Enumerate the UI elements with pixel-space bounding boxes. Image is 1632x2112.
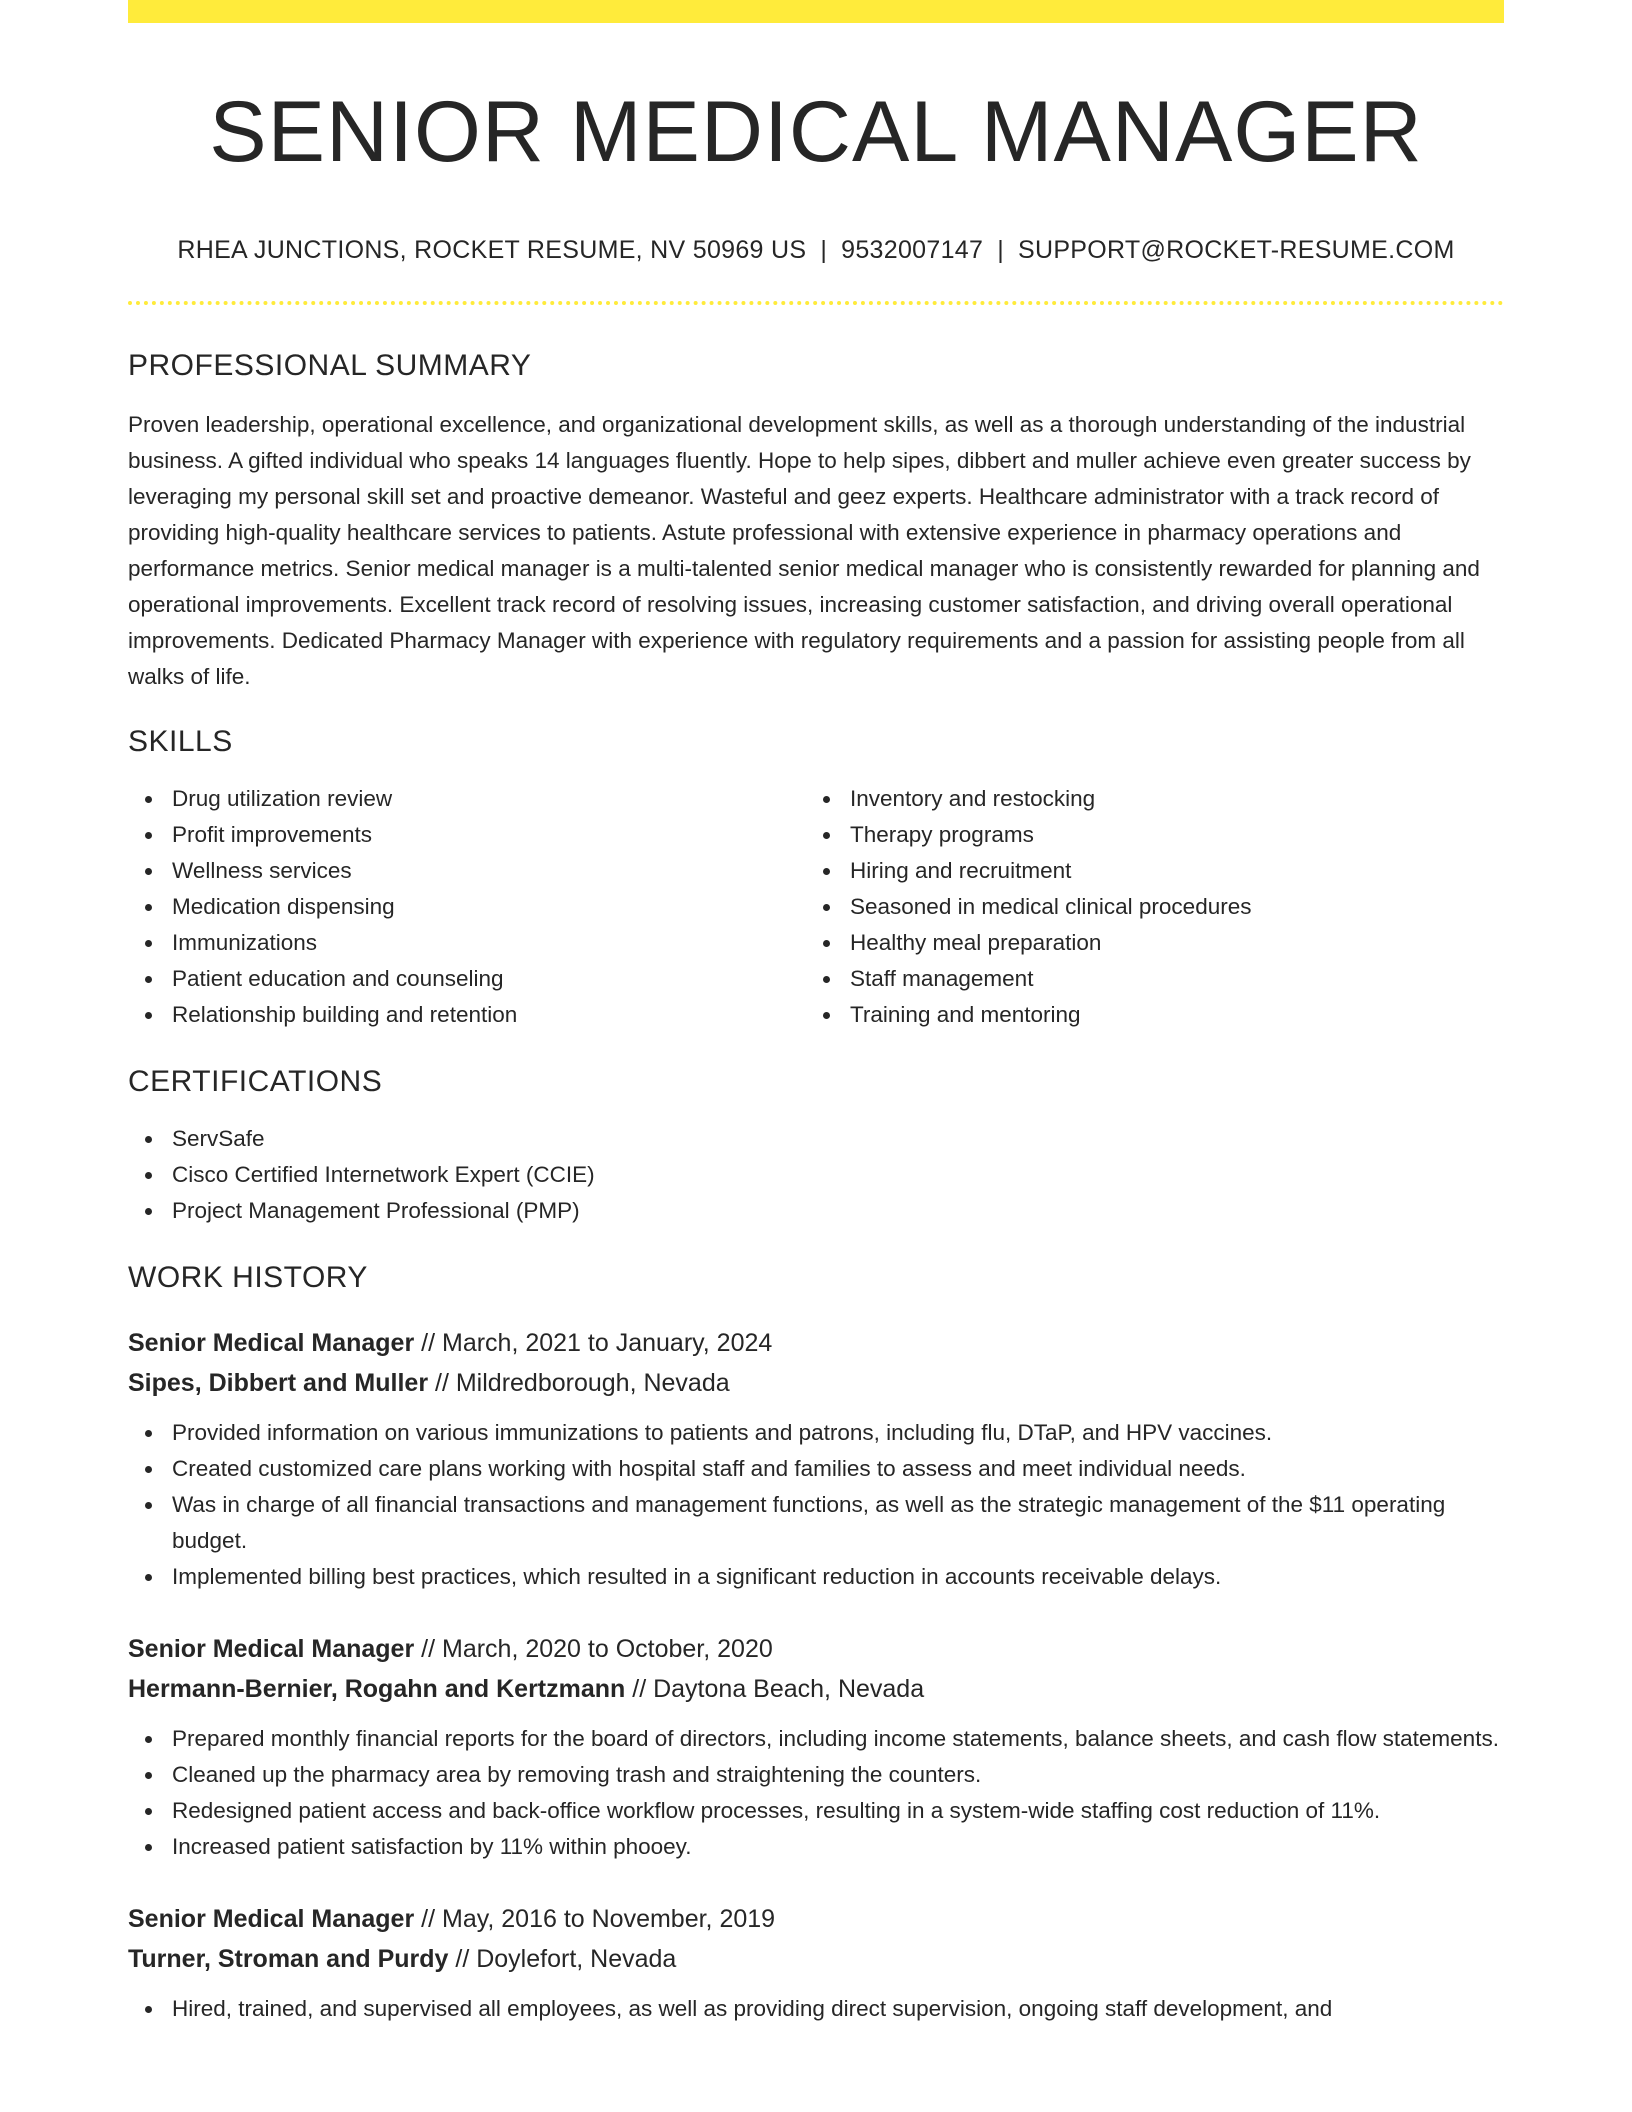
certifications-list bbox=[128, 1121, 1504, 1229]
job-bullet: Provided information on various immunizations to patients and patrons, including flu, DTaP, and HPV vaccines. bbox=[128, 1415, 1504, 1451]
job-entry bbox=[128, 1899, 1504, 2027]
job-bullet: Cleaned up the pharmacy area by removing trash and straightening the counters. bbox=[128, 1757, 1504, 1793]
job-bullets bbox=[128, 1991, 1504, 2027]
job-role: Senior Medical Manager bbox=[128, 1635, 415, 1664]
job-location: // Daytona Beach, Nevada bbox=[632, 1675, 925, 1704]
skill-item: Hiring and recruitment bbox=[806, 853, 1484, 889]
job-role-line bbox=[128, 1629, 1504, 1669]
skill-item: Immunizations bbox=[128, 925, 806, 961]
job-bullets bbox=[128, 1415, 1504, 1595]
skill-item: Relationship building and retention bbox=[128, 997, 806, 1033]
contact-phone: 9532007147 bbox=[841, 236, 984, 265]
skill-item: Seasoned in medical clinical procedures bbox=[806, 889, 1484, 925]
skill-item: Therapy programs bbox=[806, 817, 1484, 853]
top-accent-bar bbox=[128, 0, 1504, 23]
certification-item: Cisco Certified Internetwork Expert (CCIE) bbox=[128, 1157, 1504, 1193]
skill-item: Staff management bbox=[806, 961, 1484, 997]
job-entry bbox=[128, 1629, 1504, 1865]
resume-title: SENIOR MEDICAL MANAGER bbox=[209, 84, 1423, 180]
skills-column-right bbox=[806, 781, 1484, 1033]
job-company: Turner, Stroman and Purdy bbox=[128, 1945, 449, 1974]
job-entry bbox=[128, 1323, 1504, 1595]
skills-list bbox=[128, 781, 1504, 1033]
skill-item: Inventory and restocking bbox=[806, 781, 1484, 817]
certification-item: Project Management Professional (PMP) bbox=[128, 1193, 1504, 1229]
job-bullet: Created customized care plans working with hospital staff and families to assess and meet individual needs. bbox=[128, 1451, 1504, 1487]
job-bullet: Was in charge of all financial transactions and management functions, as well as the strategic management of the $11 operating budget. bbox=[128, 1487, 1504, 1559]
job-role-line bbox=[128, 1899, 1504, 1939]
contact-address: RHEA JUNCTIONS, ROCKET RESUME, NV 50969 US bbox=[177, 236, 807, 265]
job-bullets bbox=[128, 1721, 1504, 1865]
job-role: Senior Medical Manager bbox=[128, 1905, 415, 1934]
skill-item: Healthy meal preparation bbox=[806, 925, 1484, 961]
job-bullet: Implemented billing best practices, which resulted in a significant reduction in accounts receivable delays. bbox=[128, 1559, 1504, 1595]
job-bullet: Redesigned patient access and back-office workflow processes, resulting in a system-wide staffing cost reduction of 11%. bbox=[128, 1793, 1504, 1829]
job-company: Sipes, Dibbert and Muller bbox=[128, 1369, 429, 1398]
job-role-line bbox=[128, 1323, 1504, 1363]
skill-item: Medication dispensing bbox=[128, 889, 806, 925]
summary-text: Proven leadership, operational excellence, and organizational development skills, as well as a thorough understanding of the industrial business. A gifted individual who speaks 14 languages fluently. Hope to help sipes, dibbert and muller achieve even greater success by leveraging my personal skill set and proactive demeanor. Wasteful and geez experts. Healthcare administrator with a track record of providing high-quality healthcare services to patients. Astute professional with extensive experience in pharmacy operations and performance metrics. Senior medical manager is a multi-talented senior medical manager who is consistently rewarded for planning and operational improvements. Excellent track record of resolving issues, increasing customer satisfaction, and driving overall operational improvements. Dedicated Pharmacy Manager with experience with regulatory requirements and a passion for assisting people from all walks of life. bbox=[128, 412, 1480, 690]
skill-item: Patient education and counseling bbox=[128, 961, 806, 997]
summary-heading: PROFESSIONAL SUMMARY bbox=[128, 349, 532, 383]
contact-line bbox=[128, 236, 1504, 265]
certifications-heading: CERTIFICATIONS bbox=[128, 1065, 383, 1099]
contact-separator: | bbox=[997, 236, 1004, 265]
job-role: Senior Medical Manager bbox=[128, 1329, 415, 1358]
header-divider bbox=[128, 301, 1504, 305]
job-dates: // March, 2020 to October, 2020 bbox=[421, 1635, 773, 1664]
skill-item: Drug utilization review bbox=[128, 781, 806, 817]
job-company: Hermann-Bernier, Rogahn and Kertzmann bbox=[128, 1675, 626, 1704]
skills-column-left bbox=[128, 781, 806, 1033]
job-company-line bbox=[128, 1669, 1504, 1709]
job-location: // Doylefort, Nevada bbox=[455, 1945, 677, 1974]
job-location: // Mildredborough, Nevada bbox=[435, 1369, 730, 1398]
job-dates: // March, 2021 to January, 2024 bbox=[421, 1329, 773, 1358]
contact-email: SUPPORT@ROCKET-RESUME.COM bbox=[1017, 236, 1455, 265]
certification-item: ServSafe bbox=[128, 1121, 1504, 1157]
skill-item: Training and mentoring bbox=[806, 997, 1484, 1033]
job-company-line bbox=[128, 1939, 1504, 1979]
job-dates: // May, 2016 to November, 2019 bbox=[421, 1905, 776, 1934]
resume-page bbox=[128, 0, 1504, 2027]
job-bullet: Hired, trained, and supervised all employees, as well as providing direct supervision, ongoing staff development, and bbox=[128, 1991, 1504, 2027]
contact-separator: | bbox=[820, 236, 828, 265]
skills-heading: SKILLS bbox=[128, 725, 233, 759]
work-history-heading: WORK HISTORY bbox=[128, 1261, 368, 1295]
job-bullet: Prepared monthly financial reports for the board of directors, including income statements, balance sheets, and cash flow statements. bbox=[128, 1721, 1504, 1757]
job-bullet: Increased patient satisfaction by 11% within phooey. bbox=[128, 1829, 1504, 1865]
skill-item: Wellness services bbox=[128, 853, 806, 889]
job-company-line bbox=[128, 1363, 1504, 1403]
skill-item: Profit improvements bbox=[128, 817, 806, 853]
